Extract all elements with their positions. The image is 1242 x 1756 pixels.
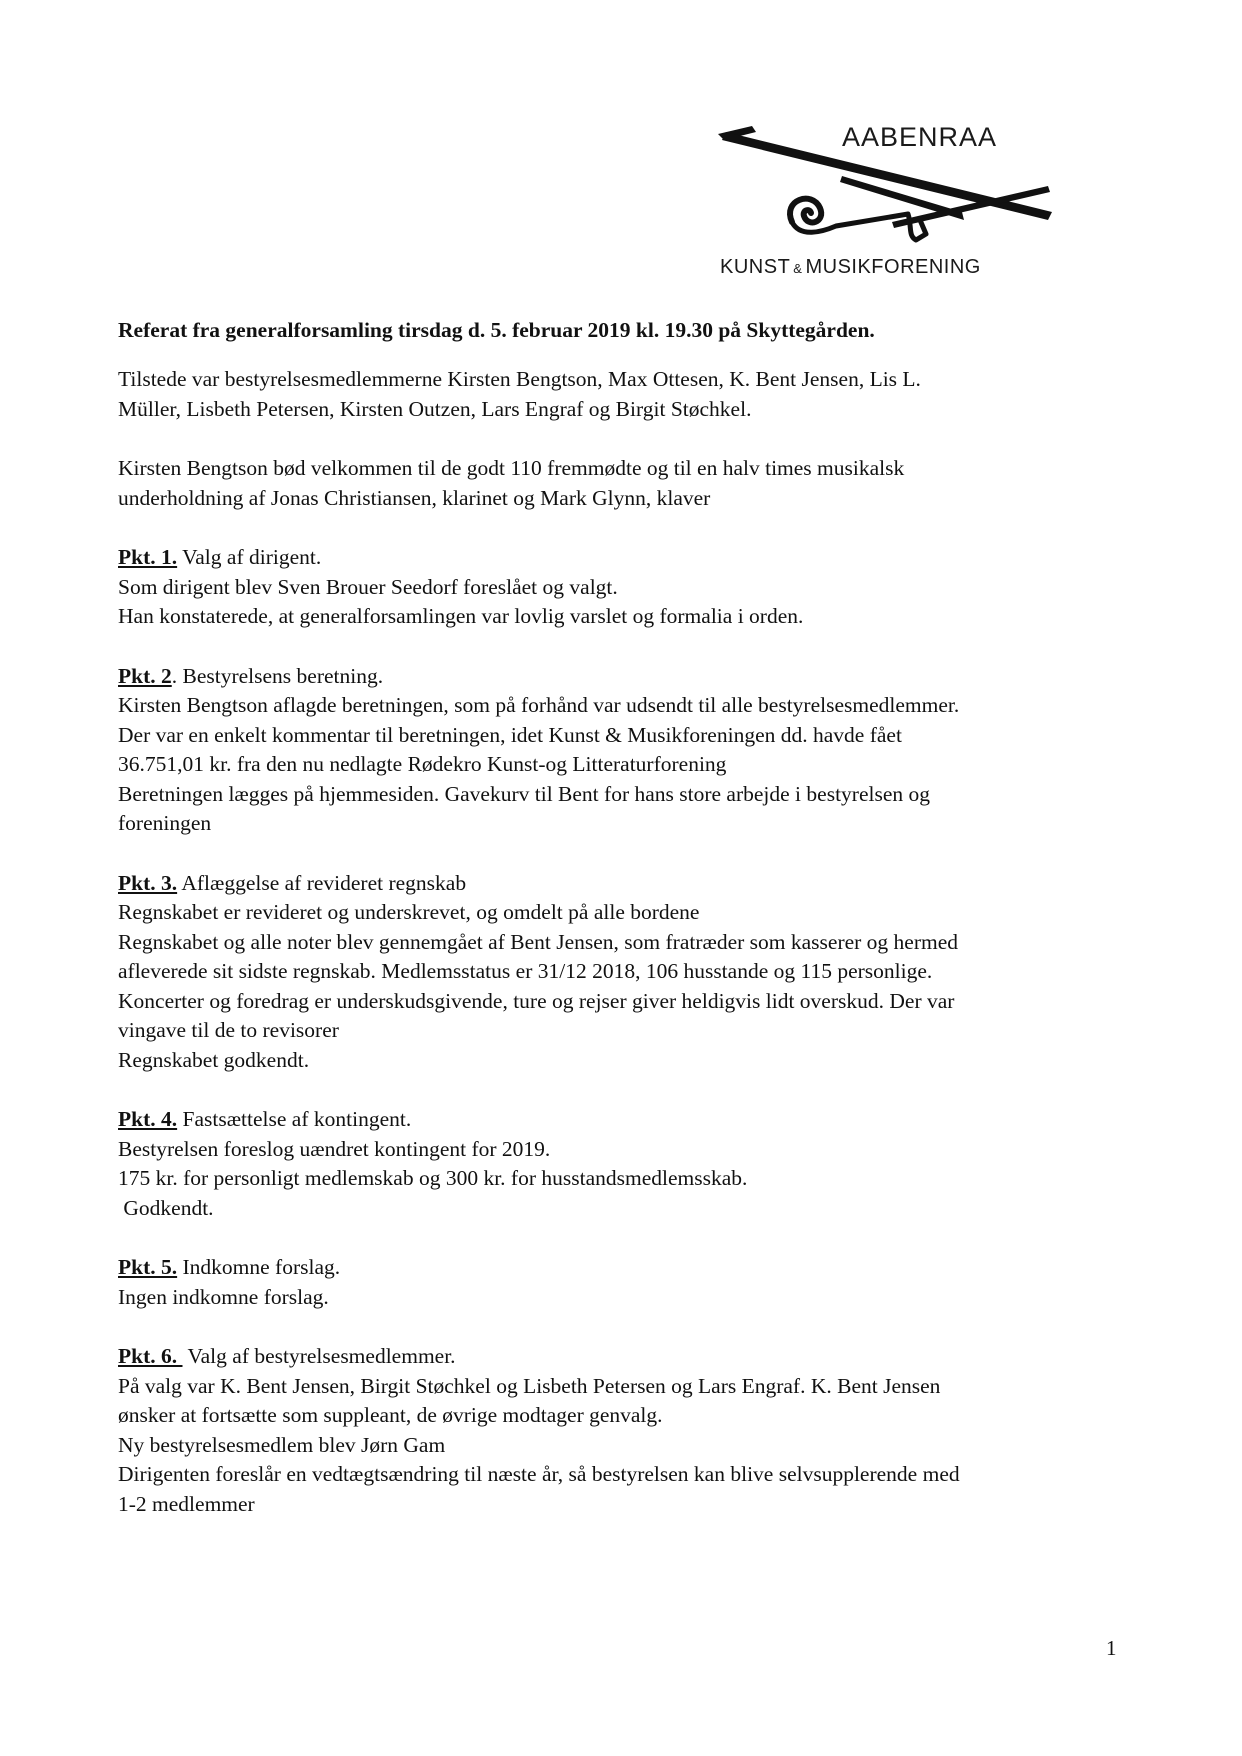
section-pkt-5: [118, 1253, 1118, 1312]
text-line: Ny bestyrelsesmedlem blev Jørn Gam: [118, 1432, 446, 1457]
section-heading-text: Aflæggelse af revideret regnskab: [177, 870, 467, 895]
section-label: Pkt. 3.: [118, 870, 178, 895]
section-label: Pkt. 2: [118, 663, 172, 688]
text-line: Müller, Lisbeth Petersen, Kirsten Outzen, Lars Engraf og Birgit Støchkel.: [118, 396, 752, 421]
section-heading: [118, 1105, 1118, 1135]
section-heading-text: Valg af dirigent.: [177, 545, 322, 569]
text-line: På valg var K. Bent Jensen, Birgit Støchkel og Lisbeth Petersen og Lars Engraf. K. Bent Jensen: [118, 1373, 941, 1398]
section-heading: [118, 869, 1118, 899]
text-line: Der var en enkelt kommentar til beretningen, idet Kunst & Musikforeningen dd. havde fået: [118, 722, 902, 747]
logo-word-kunst: KUNST: [720, 256, 791, 278]
text-line: 1-2 medlemmer: [118, 1491, 255, 1516]
section-label: Pkt. 6.: [118, 1344, 183, 1368]
text-line: Kirsten Bengtson bød velkommen til de godt 110 fremmødte og til en halv times musikalsk: [118, 456, 905, 480]
text-line: vingave til de to revisorer: [118, 1018, 339, 1042]
section-heading-text: . Bestyrelsens beretning.: [171, 663, 384, 688]
attendance-paragraph: [118, 365, 1118, 424]
text-line: ønsker at fortsætte som suppleant, de øvrige modtager genvalg.: [118, 1403, 663, 1427]
section-pkt-3: [118, 869, 1118, 1076]
text-line: Han konstaterede, at generalforsamlingen var lovlig varslet og formalia i orden.: [118, 604, 804, 628]
document-title: Referat fra generalforsamling tirsdag d. 5. februar 2019 kl. 19.30 på Skyttegården.: [118, 318, 875, 342]
text-line: Tilstede var bestyrelsesmedlemmerne Kirsten Bengtson, Max Ottesen, K. Bent Jensen, Lis L.: [118, 367, 921, 391]
section-heading: [118, 1253, 1118, 1283]
section-heading-text: Indkomne forslag.: [177, 1255, 341, 1279]
section-pkt-2: [118, 662, 1118, 839]
text-line: Regnskabet og alle noter blev gennemgået af Bent Jensen, som fratræder som kasserer og hermed: [118, 929, 959, 954]
section-label: Pkt. 1.: [118, 545, 178, 569]
logo-top-text: AABENRAA: [842, 122, 998, 152]
section-heading-text: Valg af bestyrelsesmedlemmer.: [182, 1344, 456, 1368]
logo-bottom-text: [720, 256, 981, 279]
text-line: 175 kr. for personligt medlemskab og 300 kr. for husstandsmedlemsskab.: [118, 1166, 748, 1190]
section-heading: [118, 662, 1118, 692]
page-number: 1: [1106, 1636, 1117, 1660]
text-line: Godkendt.: [118, 1195, 214, 1220]
section-pkt-4: [118, 1105, 1118, 1223]
section-label: Pkt. 5.: [118, 1255, 178, 1279]
text-line: Kirsten Bengtson aflagde beretningen, som på forhånd var udsendt til alle bestyrelsesmedlemmer.: [118, 693, 960, 717]
text-line: afleverede sit sidste regnskab. Medlemsstatus er 31/12 2018, 106 husstande og 115 personlige.: [118, 959, 933, 983]
section-heading: [118, 1342, 1118, 1372]
text-line: Koncerter og foredrag er underskudsgivende, ture og rejser giver heldigvis lidt overskud. Der var: [118, 988, 955, 1013]
text-line: Ingen indkomne forslag.: [118, 1284, 329, 1309]
logo: [712, 116, 1062, 286]
text-line: foreningen: [118, 811, 212, 835]
text-line: Beretningen lægges på hjemmesiden. Gavekurv til Bent for hans store arbejde i bestyrelsen og: [118, 781, 931, 806]
section-heading: [118, 543, 1118, 573]
section-pkt-6: [118, 1342, 1118, 1519]
logo-ampersand: &: [793, 261, 803, 276]
text-line: Regnskabet godkendt.: [118, 1047, 310, 1072]
text-line: Dirigenten foreslår en vedtægtsændring til næste år, så bestyrelsen kan blive selvsupplerende med: [118, 1462, 960, 1486]
text-line: Regnskabet er revideret og underskrevet, og omdelt på alle bordene: [118, 900, 700, 924]
text-line: Som dirigent blev Sven Brouer Seedorf foreslået og valgt.: [118, 574, 618, 599]
section-pkt-1: [118, 543, 1118, 632]
welcome-paragraph: [118, 454, 1118, 513]
text-line: 36.751,01 kr. fra den nu nedlagte Rødekro Kunst-og Litteraturforening: [118, 752, 727, 776]
document-body: [118, 318, 1118, 1549]
logo-word-musikforening: MUSIKFORENING: [805, 256, 981, 278]
text-line: Bestyrelsen foreslog uændret kontingent for 2019.: [118, 1136, 551, 1161]
section-heading-text: Fastsættelse af kontingent.: [177, 1107, 412, 1131]
text-line: underholdning af Jonas Christiansen, klarinet og Mark Glynn, klaver: [118, 485, 711, 510]
section-label: Pkt. 4.: [118, 1107, 178, 1131]
